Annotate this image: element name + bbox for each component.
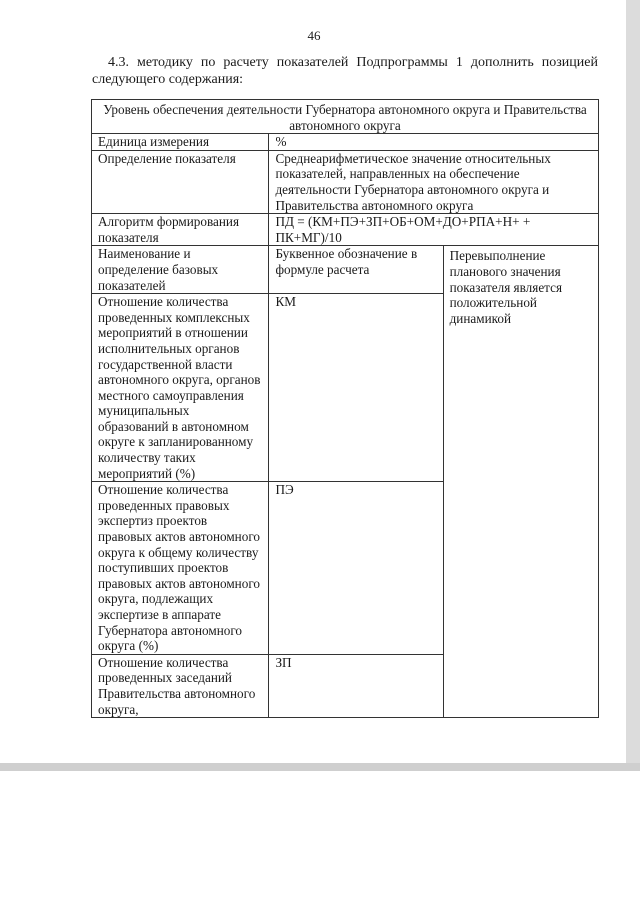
indicator-table: [91, 99, 599, 718]
positive-dynamics-note: Перевыполнение планового значения показателя является положительной динамикой: [443, 246, 598, 718]
unit-value: %: [269, 134, 599, 151]
unit-row: [92, 134, 599, 151]
indicator-code-cell: ПЭ: [269, 482, 443, 655]
definition-value: Среднеарифметическое значение относительных показателей, направленных на обеспечение деятельности Губернатора автономного округа и Правительства автономного округа: [269, 150, 599, 213]
indicator-code-cell: ЗП: [269, 654, 443, 717]
indicator-name-cell: Отношение количества проведенных комплексных мероприятий в отношении исполнительных органов государственной власти автономного округа, органов местного самоуправления муниципальных образований в автономном округе к запланированному количеству таких мероприятий (%): [92, 294, 269, 482]
definition-row: [92, 150, 599, 213]
base-indicators-label: Наименование и определение базовых показателей: [92, 246, 269, 294]
table-header-row: [92, 100, 599, 134]
unit-label: Единица измерения: [92, 134, 269, 151]
page-number: 46: [307, 28, 321, 43]
algorithm-row: [92, 214, 599, 246]
table-header-cell: Уровень обеспечения деятельности Губернатора автономного округа и Правительства автономного округа: [92, 100, 599, 134]
page-edge-shadow: [626, 0, 640, 770]
base-indicators-header-row: [92, 246, 599, 294]
definition-label: Определение показателя: [92, 150, 269, 213]
indicator-name-cell: Отношение количества проведенных заседаний Правительства автономного округа,: [92, 654, 269, 717]
indicator-code-cell: КМ: [269, 294, 443, 482]
page-bottom-shadow: [0, 763, 640, 771]
algorithm-label: Алгоритм формирования показателя: [92, 214, 269, 246]
intro-paragraph: 4.3. методику по расчету показателей Подпрограммы 1 дополнить позицией следующего содержания:: [92, 55, 598, 87]
indicator-name-cell: Отношение количества проведенных правовых экспертиз проектов правовых актов автономного округа к общему количеству поступивших проектов правовых актов автономного округа, подлежащих экспертизе в аппарате Губернатора автономного округа (%): [92, 482, 269, 655]
algorithm-value: ПД = (КМ+ПЭ+ЗП+ОБ+ОМ+ДО+РПА+Н+ + ПК+МГ)/10: [269, 214, 599, 246]
letter-notation-label: Буквенное обозначение в формуле расчета: [269, 246, 443, 294]
